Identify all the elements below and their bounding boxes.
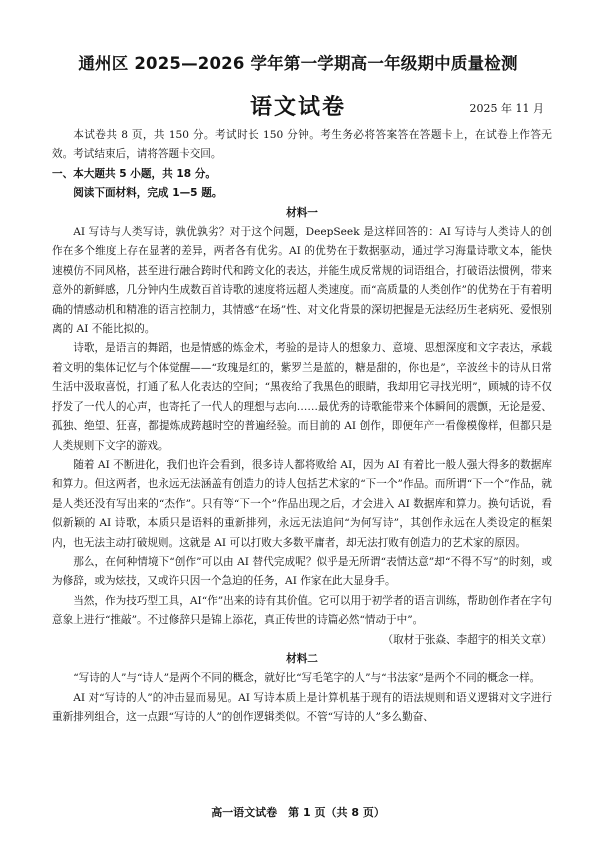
page-footer: 高一语文试卷 第 1 页（共 8 页） <box>211 806 385 819</box>
section-intro: 阅读下面材料，完成 1—5 题。 <box>73 187 223 200</box>
material1-paragraph: 随着 AI 不断进化，我们也许会看到，很多诗人都将败给 AI，因为 AI 有着比一般人强大得多的数据库和算力。但这两者，也永远无法涵盖有创造力的诗人包括艺术家的“下一个”作品。而所谓“下一个”作品，就是人类还没有写出来的“杰作”。只有等“下一个”作品出现之后，才会进入 AI 数据库和算力。换句话说，看似新颖的 AI 诗歌，本质只是语料的重新排列，永远无法追问“为何写诗”，其创作永远在人类设定的框架内，也无法主动打破规则。这就是 AI 可以打败大多数平庸者，却无法打败有创造力的艺术家的原因。 <box>52 458 552 549</box>
material1-paragraph: 那么，在何种情境下“创作”可以由 AI 替代完成呢？似乎是无所谓“表情达意”却“不得不写”的时刻，或为修辞，或为炫技，又或许只因一个急迫的任务，AI 作家在此大显身手。 <box>52 555 552 588</box>
exam-subtitle: 语文试卷 <box>249 94 346 120</box>
exam-body <box>52 126 552 728</box>
material1-paragraph: AI 写诗与人类写诗，孰优孰劣？对于这个问题，DeepSeek 是这样回答的：AI 写诗与人类诗人的创作在多个维度上存在显著的差异，两者各有优劣。AI 的优势在于数据驱动，通过学习海量诗歌文本，能快速模仿不同风格，甚至进行融合跨时代和跨文化的表达，并能生成反常规的词语组合，打破语法惯例，带来意外的新鲜感，几分钟内生成数百首诗歌的速度将远超人类速度。而“高质量的人类创作”的优势在于有着明确的情感动机和精准的语言控制力，其情感“在场”性、对文化背景的深切把握是无法经历生老病死、爱恨别离的 AI 不能比拟的。 <box>52 226 552 336</box>
exam-date: 2025 年 11 月 <box>469 102 544 115</box>
section-heading: 一、本大题共 5 小题，共 18 分。 <box>52 167 216 180</box>
material1-paragraph: 当然，作为技巧型工具，AI“作”出来的诗有其价值。它可以用于初学者的语言训练，帮助创作者在字句意象上进行“推敲”。不过修辞只是锦上添花，真正传世的诗篇必然“情动于中”。 <box>52 594 552 627</box>
material1-paragraph: 诗歌，是语言的舞蹈，也是情感的炼金术，考验的是诗人的想象力、意境、思想深度和文字表达，承载着文明的集体记忆与个体觉醒——“玫瑰是红的，紫罗兰是蓝的，糖是甜的，你也是”，辛波丝卡的诗从日常生活中汲取喜悦，打通了私人化表达的空间；“黑夜给了我黑色的眼睛，我却用它寻找光明”，顾城的诗不仅抒发了一代人的心声，也寄托了一代人的理想与志向……最优秀的诗歌能带来个体瞬间的震颤，无论是爱、孤独、绝望、狂喜，都提炼成跨越时空的普遍经验。而目前的 AI 创作，即便年产一看像模像样，但都只是人类规则下文字的游戏。 <box>52 342 552 452</box>
exam-title: 通州区 2025—2026 学年第一学期高一年级期中质量检测 <box>78 54 518 73</box>
material1-heading: 材料一 <box>286 206 318 219</box>
material2-paragraph: AI 对“写诗的人”的冲击显而易见。AI 写诗本质上是计算机基于现有的语法规则和语义逻辑对文字进行重新排列组合，这一点跟“写诗的人”的创作逻辑类似。不管“写诗的人”多么勤奋、 <box>52 691 552 724</box>
material2-heading: 材料二 <box>286 652 318 665</box>
instructions: 本试卷共 8 页，共 150 分。考试时长 150 分钟。考生务必将答案答在答题卡上，在试卷上作答无效。考试结束后，请将答题卡交回。 <box>52 129 552 161</box>
material1-source: （取材于张焱、李超宇的相关文章） <box>382 633 552 646</box>
material2-paragraph: “写诗的人”与“诗人”是两个不同的概念，就好比“写毛笔字的人”与“书法家”是两个不同的概念一样。 <box>73 672 541 685</box>
